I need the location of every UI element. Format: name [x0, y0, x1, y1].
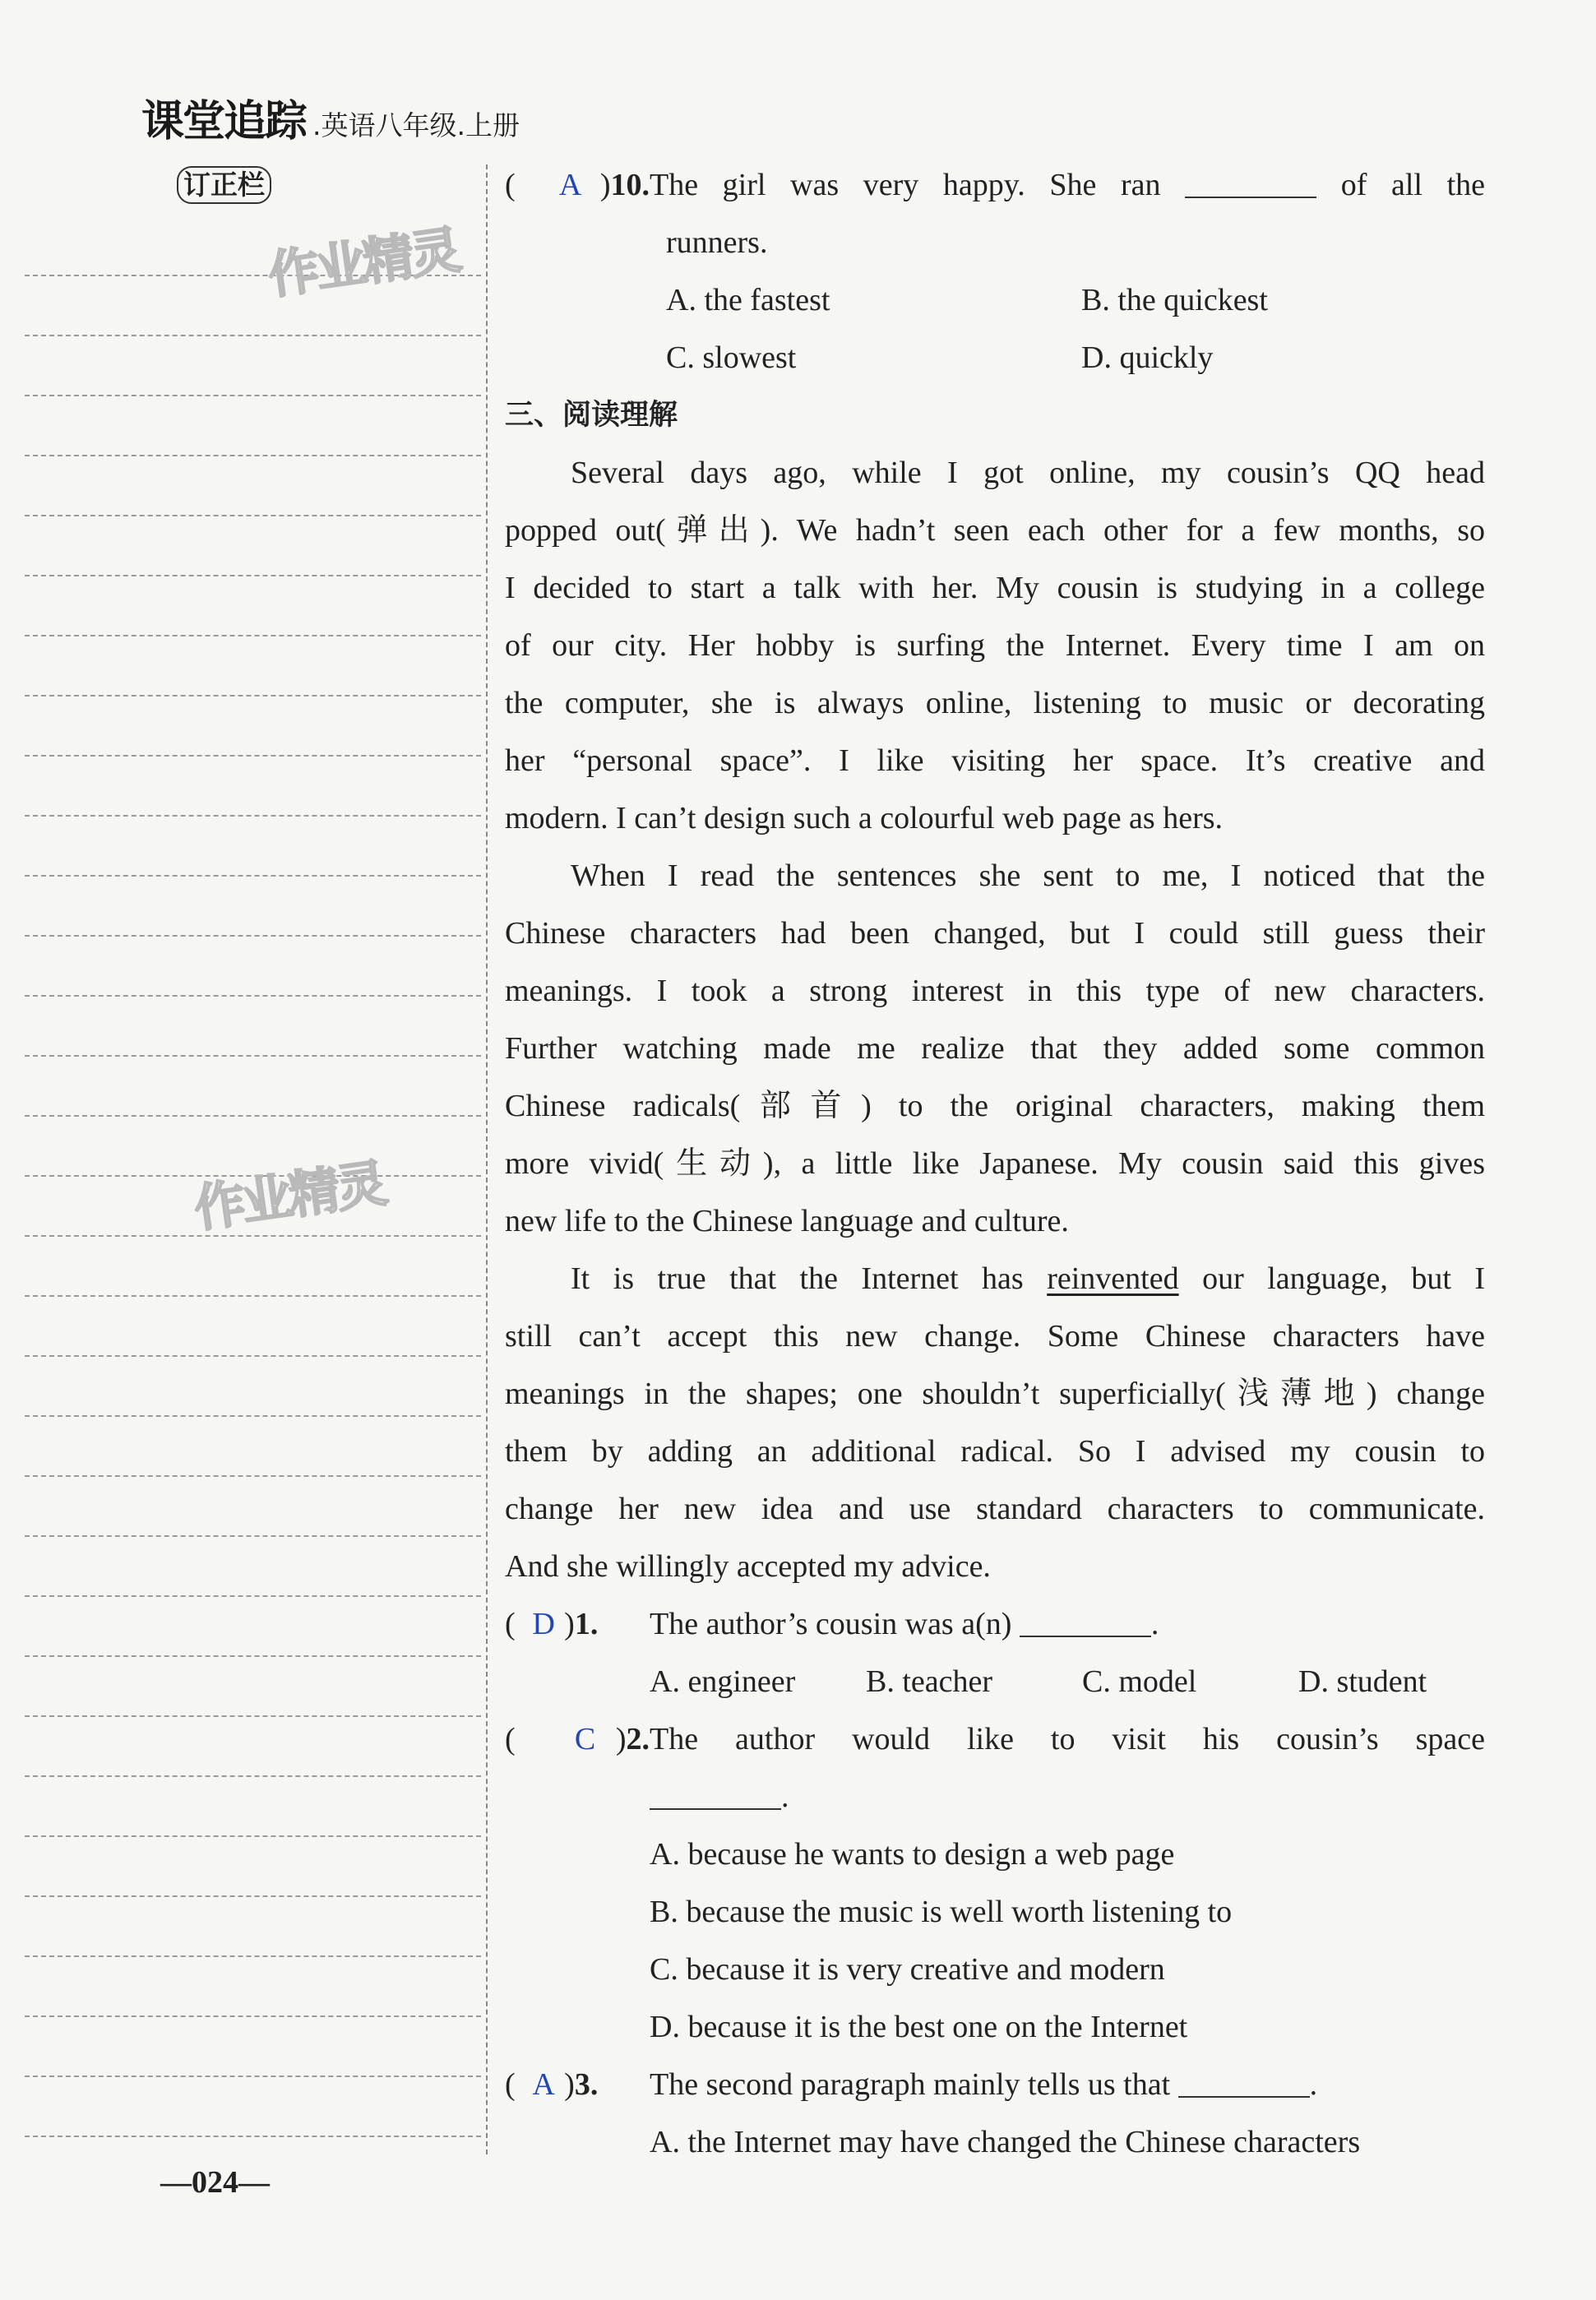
- passage-line: the computer, she is always online, listening to music or decorating: [505, 686, 1485, 720]
- writing-line: [25, 1535, 481, 1537]
- question-2: ( C )2.The author would like to visit his cousin’s space: [505, 1710, 1485, 1768]
- writing-line: [25, 2076, 481, 2077]
- writing-line: [25, 1115, 481, 1117]
- writing-line: [25, 1595, 481, 1597]
- writing-line: [25, 635, 481, 636]
- question-10-cont: runners.: [666, 225, 768, 260]
- writing-line: [25, 1835, 481, 1837]
- writing-line: [25, 1415, 481, 1417]
- option-b: B. because the music is well worth listening to: [650, 1895, 1233, 1929]
- exercise-content: [505, 156, 1485, 2171]
- writing-line: [25, 2015, 481, 2017]
- writing-line: [25, 515, 481, 516]
- section-title: 三、阅读理解: [505, 399, 678, 432]
- passage-line: And she willingly accepted my advice.: [505, 1549, 991, 1584]
- column-divider: [486, 164, 488, 2154]
- question-10-options-row: [505, 329, 1485, 386]
- answer-q3: A: [532, 2067, 555, 2102]
- passage-line: new life to the Chinese language and culture.: [505, 1204, 1069, 1238]
- option-d: D. because it is the best one on the Internet: [650, 2010, 1188, 2044]
- answer-q10: A: [558, 168, 582, 202]
- watermark: 作业精灵: [190, 1153, 388, 1239]
- passage-line: popped out(弹出). We hadn’t seen each other for a few months, so: [505, 513, 1485, 548]
- writing-line: [25, 1055, 481, 1057]
- writing-line: [25, 1355, 481, 1357]
- passage-line: When I read the sentences she sent to me, I noticed that the: [571, 858, 1485, 893]
- underlined-word: reinvented: [1047, 1261, 1179, 1296]
- option-d: D. student: [1298, 1664, 1427, 1699]
- writing-line: [25, 395, 481, 396]
- passage-line: Several days ago, while I got online, my cousin’s QQ head: [571, 456, 1485, 490]
- correction-column-title: 订正栏: [177, 166, 271, 204]
- passage-line: meanings. I took a strong interest in this type of new characters.: [505, 974, 1485, 1008]
- option-b: B. teacher: [866, 1664, 993, 1699]
- writing-line: [25, 335, 481, 336]
- question-1-options: [505, 1653, 1485, 1710]
- page-header: [141, 89, 520, 146]
- passage-line: change her new idea and use standard characters to communicate.: [505, 1492, 1485, 1526]
- passage-line: Further watching made me realize that they added some common: [505, 1031, 1485, 1066]
- passage-line: It is true that the Internet has reinvented our language, but I: [571, 1261, 1486, 1296]
- writing-line: [25, 935, 481, 937]
- question-3: ( A )3. The second paragraph mainly tells us that .: [505, 2056, 1485, 2113]
- option-b: B. the quickest: [1081, 283, 1268, 317]
- writing-line: [25, 875, 481, 877]
- writing-line: [25, 1295, 481, 1297]
- writing-line: [25, 1655, 481, 1657]
- option-c: C. slowest: [666, 340, 797, 375]
- writing-line: [25, 1475, 481, 1477]
- question-2-blank: .: [505, 1768, 1485, 1826]
- passage-line: Chinese characters had been changed, but I could still guess their: [505, 916, 1485, 951]
- question-10: ( A )10.The girl was very happy. She ran of all the: [505, 156, 1485, 214]
- passage-line: Chinese radicals(部首) to the original characters, making them: [505, 1089, 1485, 1123]
- question-10-options-row: [505, 271, 1485, 329]
- option-c: C. because it is very creative and modern: [650, 1952, 1165, 1987]
- passage-line: still can’t accept this new change. Some Chinese characters have: [505, 1319, 1485, 1354]
- passage-line: of our city. Her hobby is surfing the Internet. Every time I am on: [505, 628, 1485, 663]
- passage-line: more vivid(生动), a little like Japanese. My cousin said this gives: [505, 1146, 1485, 1181]
- answer-blank: [1178, 2066, 1310, 2098]
- writing-line: [25, 695, 481, 696]
- writing-line: [25, 755, 481, 757]
- writing-line: [25, 995, 481, 997]
- writing-line: [25, 1955, 481, 1957]
- passage-line: meanings in the shapes; one shouldn’t superficially(浅薄地) change: [505, 1377, 1485, 1411]
- option-c: C. model: [1082, 1664, 1197, 1699]
- book-subtitle: .英语八年级.上册: [312, 109, 520, 141]
- writing-line: [25, 1895, 481, 1897]
- passage-line: her “personal space”. I like visiting her space. It’s creative and: [505, 743, 1485, 778]
- reading-passage: [505, 444, 1485, 1595]
- writing-line: [25, 815, 481, 817]
- passage-line: them by adding an additional radical. So I advised my cousin to: [505, 1434, 1485, 1469]
- answer-q2: C: [574, 1722, 596, 1756]
- question-1: ( D )1. The author’s cousin was a(n) .: [505, 1595, 1485, 1653]
- writing-line: [25, 1715, 481, 1717]
- option-a: A. the Internet may have changed the Chinese characters: [650, 2125, 1361, 2159]
- option-a: A. because he wants to design a web page: [650, 1837, 1175, 1872]
- writing-line: [25, 1235, 481, 1237]
- watermark: 作业精灵: [264, 220, 462, 306]
- passage-line: modern. I can’t design such a colourful web page as hers.: [505, 801, 1224, 835]
- writing-line: [25, 455, 481, 456]
- option-a: A. the fastest: [666, 283, 830, 317]
- option-d: D. quickly: [1081, 340, 1214, 375]
- passage-line: I decided to start a talk with her. My cousin is studying in a college: [505, 571, 1485, 605]
- answer-blank: [1020, 1606, 1151, 1637]
- answer-blank: [650, 1779, 781, 1810]
- writing-line: [25, 575, 481, 576]
- writing-line: [25, 1775, 481, 1777]
- page-number: —024—: [160, 2165, 270, 2200]
- writing-line: [25, 2136, 481, 2137]
- book-brand: 课堂追踪: [141, 97, 307, 146]
- option-a: A. engineer: [650, 1664, 796, 1699]
- answer-q1: D: [532, 1607, 555, 1641]
- answer-blank: [1185, 167, 1316, 198]
